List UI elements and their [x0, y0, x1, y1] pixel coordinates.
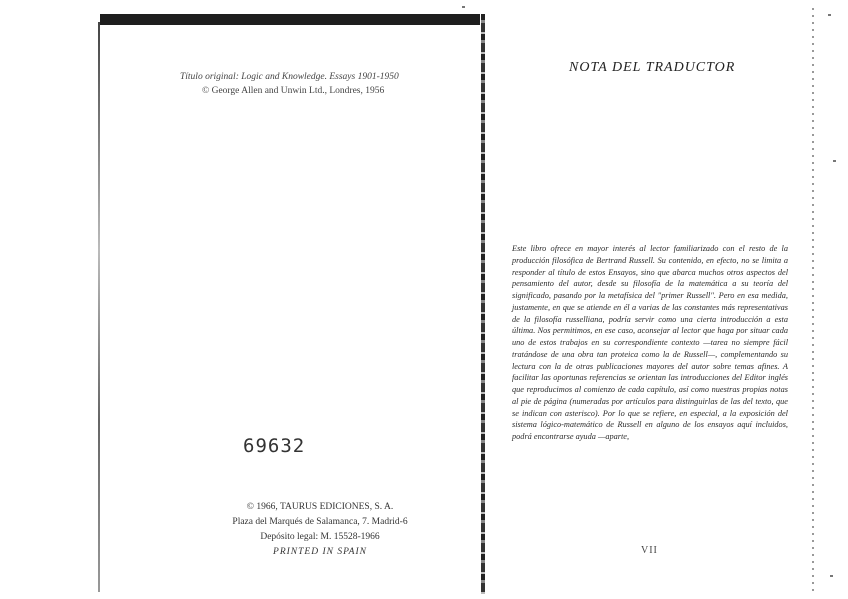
library-stamp-number: 69632 — [243, 435, 306, 457]
page-number: VII — [641, 545, 658, 556]
original-title-line: Título original: Logic and Knowledge. Essays 1901-1950 — [180, 72, 399, 82]
page-title: NOTA DEL TRADUCTOR — [569, 60, 736, 75]
scan-speck — [828, 14, 831, 16]
publisher-copyright: © 1966, TAURUS EDICIONES, S. A. — [246, 502, 394, 512]
original-copyright-line: © George Allen and Unwin Ltd., Londres, 1956 — [202, 86, 385, 96]
printed-in-line: PRINTED IN SPAIN — [273, 547, 367, 557]
scan-speck — [830, 575, 833, 577]
scan-top-shadow — [100, 14, 480, 25]
publisher-address: Plaza del Marqués de Salamanca, 7. Madrid-6 — [232, 517, 408, 527]
body-paragraph: Este libro ofrece en mayor interés al lector familiarizado con el resto de la producción filosófica de Bertrand Russell. Su contenido, en efecto, no se limita a responder al título de estos Ensayos, sino que abarca muchos otros aspectos del pensamiento del autor, desde su filosofía de la matemática a su teoría del significado, pasando por la metafísica del "primer Russell". Pero en esa medida, justamente, en que se atiende en él a varias de las constantes más representativas de la filosofía russelliana, podría servir como una cierta introducción a esta última. Nos permitimos, en ese caso, aconsejar al lector que haga por situar cada uno de estos trabajos en su correspondiente contexto —tarea no siempre fácil tratándose de una obra tan proteica como la de Russell—, complementando su lectura con la de otras publicaciones mayores del autor sobre temas afines. A facilitar las oportunas referencias se orientan las introducciones del Editor inglés que reproducimos al comienzo de cada capítulo, así como nuestras propias notas al pie de página (numeradas por artículos para distinguirlas de las del texto, que se indican con asterisco). Por lo que se refiere, en especial, a la exposición del sistema lógico-matemático de Russell en alguno de los ensayos aquí incluidos, podrá encontrarse ayuda —aparte, — [512, 244, 788, 441]
scan-speck — [462, 6, 465, 8]
legal-deposit: Depósito legal: M. 15528-1966 — [260, 532, 380, 542]
scan-speck — [833, 160, 836, 162]
publisher-imprint — [200, 500, 440, 560]
scan-right-edge — [812, 8, 814, 593]
original-edition-notice — [180, 70, 480, 98]
book-gutter — [481, 14, 485, 594]
scan-left-edge — [98, 22, 100, 592]
